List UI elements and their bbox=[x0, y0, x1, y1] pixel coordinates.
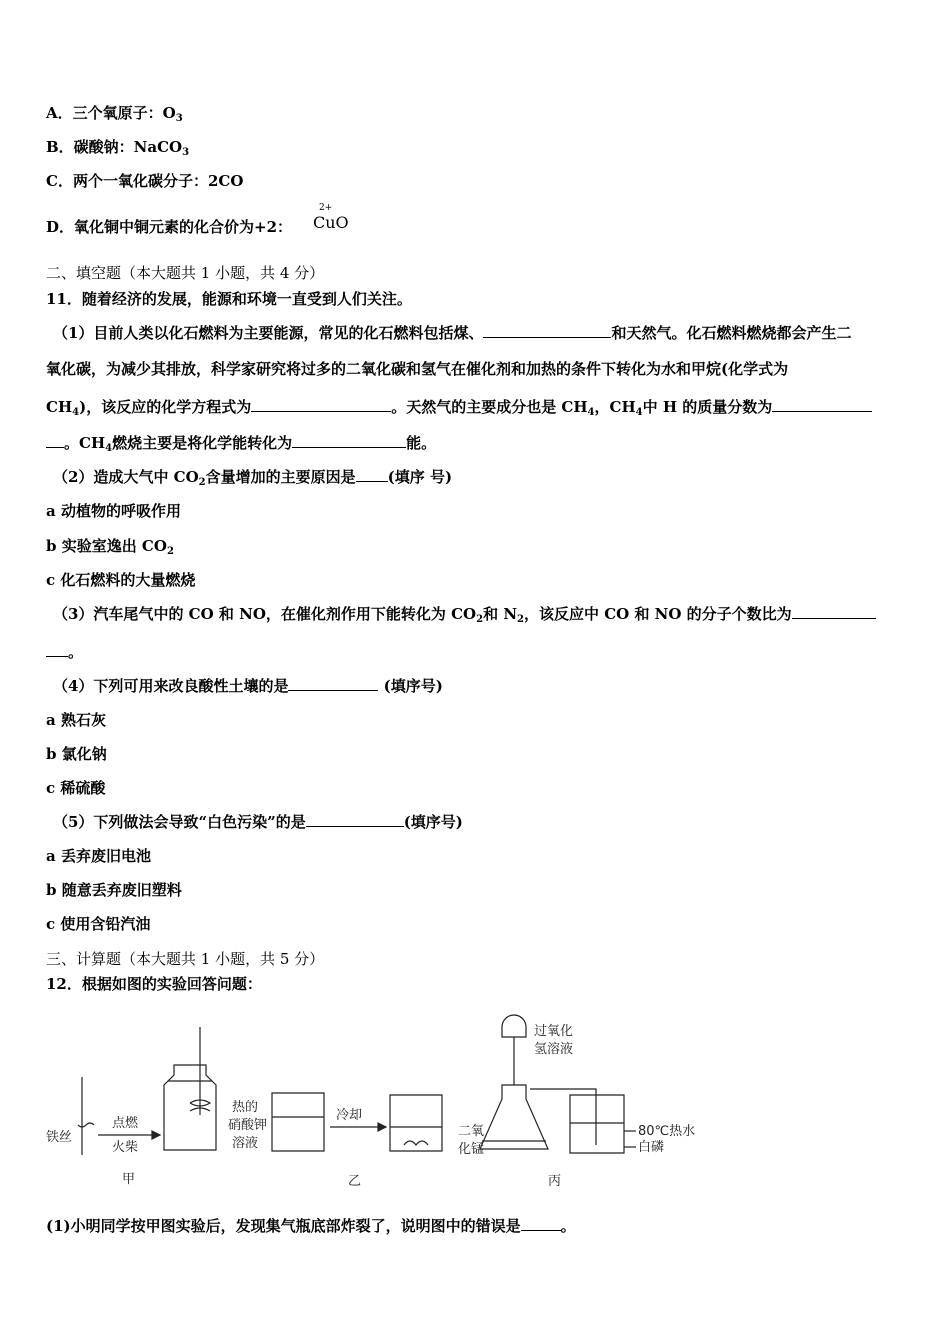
q11-p4-opt-b: b 氯化钠 bbox=[46, 745, 107, 763]
section-heading-calc: 三、计算题（本大题共 1 小题，共 5 分） bbox=[46, 950, 325, 968]
answer-blank[interactable] bbox=[46, 642, 68, 657]
q11-p3: （3）汽车尾气中的 CO 和 NO，在催化剂作用下能转化为 $CO_2$和 $N_2$，该反应中 CO 和 NO 的分子个数比为 bbox=[53, 604, 876, 624]
answer-blank[interactable] bbox=[306, 812, 404, 827]
arrow-head bbox=[378, 1123, 386, 1131]
fig-label: 热的 bbox=[232, 1100, 259, 1115]
fig-label: 冷却 bbox=[336, 1108, 363, 1123]
q11-p4-opt-c: c 稀硫酸 bbox=[46, 779, 106, 797]
q12-q1: (1)小明同学按甲图实验后，发现集气瓶底部炸裂了，说明图中的错误是 。 bbox=[46, 1217, 576, 1235]
crystals bbox=[404, 1141, 428, 1145]
answer-blank[interactable] bbox=[792, 604, 876, 619]
answer-blank[interactable] bbox=[288, 676, 378, 691]
q11-p1-line1: （1）目前人类以化石燃料为主要能源，常见的化石燃料包括煤、 和天然气。化石燃料燃烧都会产生二 bbox=[53, 324, 852, 342]
fig-label: 白磷 bbox=[638, 1140, 665, 1155]
gas-bottle bbox=[164, 1065, 216, 1150]
q11-p2-opt-b: b 实验室逸出 $CO_2$ bbox=[46, 537, 174, 557]
q11-p2: （2）造成大气中 $CO_2$含量增加的主要原因是 (填序 号) bbox=[53, 468, 453, 488]
answer-blank[interactable] bbox=[356, 467, 388, 482]
q11-p5: （5）下列做法会导致“白色污染”的是 (填序号) bbox=[53, 813, 463, 831]
q11-p5-opt-c: c 使用含铅汽油 bbox=[46, 915, 151, 933]
arrow-head bbox=[152, 1131, 160, 1139]
separatory-funnel bbox=[502, 1015, 526, 1037]
fig-label: 点燃 bbox=[112, 1116, 139, 1131]
fig-label: 二氧 bbox=[458, 1124, 485, 1139]
q11-p1-line2: 氧化碳，为减少其排放，科学家研究将过多的二氧化碳和氢气在催化剂和加热的条件下转化为水和甲烷(化学式为 bbox=[46, 360, 789, 378]
q11-p2-opt-c: c 化石燃料的大量燃烧 bbox=[46, 571, 196, 589]
fig-caption-bing: 丙 bbox=[548, 1174, 562, 1189]
q11-intro: 11．随着经济的发展，能源和环境一直受到人们关注。 bbox=[46, 290, 412, 308]
beaker-hot bbox=[272, 1093, 324, 1151]
answer-blank[interactable] bbox=[251, 397, 391, 412]
option-c: C．两个一氧化碳分子：2CO bbox=[46, 172, 244, 190]
wire-coil bbox=[78, 1123, 94, 1127]
q11-p2-opt-a: a 动植物的呼吸作用 bbox=[46, 502, 181, 520]
water-beaker bbox=[570, 1095, 624, 1153]
fig-caption-yi: 乙 bbox=[348, 1174, 362, 1189]
cuo-formula: 2+ CuO bbox=[313, 203, 349, 232]
option-a: A．三个氧原子：$O_3$ bbox=[46, 104, 183, 124]
q12-intro: 12．根据如图的实验回答问题： bbox=[46, 975, 262, 993]
option-b: B．碳酸钠：NaCO$_3$ bbox=[46, 138, 190, 158]
fig-label: 80℃热水 bbox=[638, 1124, 696, 1139]
q11-p5-opt-b: b 随意丢弃废旧塑料 bbox=[46, 881, 182, 899]
fig-label: 铁丝 bbox=[46, 1130, 73, 1145]
q11-p3-cont: 。 bbox=[46, 642, 83, 662]
experiment-figure bbox=[40, 1005, 740, 1195]
fig-caption-jia: 甲 bbox=[122, 1172, 136, 1187]
q11-p1-line4: 。$CH_4$燃烧主要是将化学能转化为 能。 bbox=[46, 433, 436, 453]
answer-blank[interactable] bbox=[292, 433, 406, 448]
conical-flask bbox=[480, 1085, 548, 1149]
section-heading-fill: 二、填空题（本大题共 1 小题，共 4 分） bbox=[46, 264, 325, 282]
answer-blank[interactable] bbox=[521, 1216, 561, 1231]
q11-p5-opt-a: a 丢弃废旧电池 bbox=[46, 847, 151, 865]
q11-p4-opt-a: a 熟石灰 bbox=[46, 711, 106, 729]
option-d: D．氧化铜中铜元素的化合价为+2： bbox=[46, 218, 293, 236]
fig-label: 过氧化 bbox=[534, 1024, 574, 1039]
fig-label: 化锰 bbox=[458, 1142, 485, 1157]
answer-blank[interactable] bbox=[772, 397, 872, 412]
fig-label: 溶液 bbox=[232, 1136, 259, 1151]
fig-label: 氢溶液 bbox=[534, 1042, 574, 1057]
q11-p4: （4）下列可用来改良酸性土壤的是 (填序号) bbox=[53, 677, 443, 695]
answer-blank[interactable] bbox=[483, 323, 611, 338]
fig-label: 硝酸钾 bbox=[228, 1118, 268, 1133]
delivery-tube bbox=[530, 1089, 596, 1145]
fig-label: 火柴 bbox=[112, 1140, 139, 1155]
answer-blank[interactable] bbox=[46, 433, 64, 448]
q11-p1-line3: $CH_4$)，该反应的化学方程式为 。天然气的主要成分也是 $CH_4$，$CH_4$中 H 的质量分数为 bbox=[46, 397, 872, 417]
beaker-cold bbox=[390, 1095, 442, 1151]
